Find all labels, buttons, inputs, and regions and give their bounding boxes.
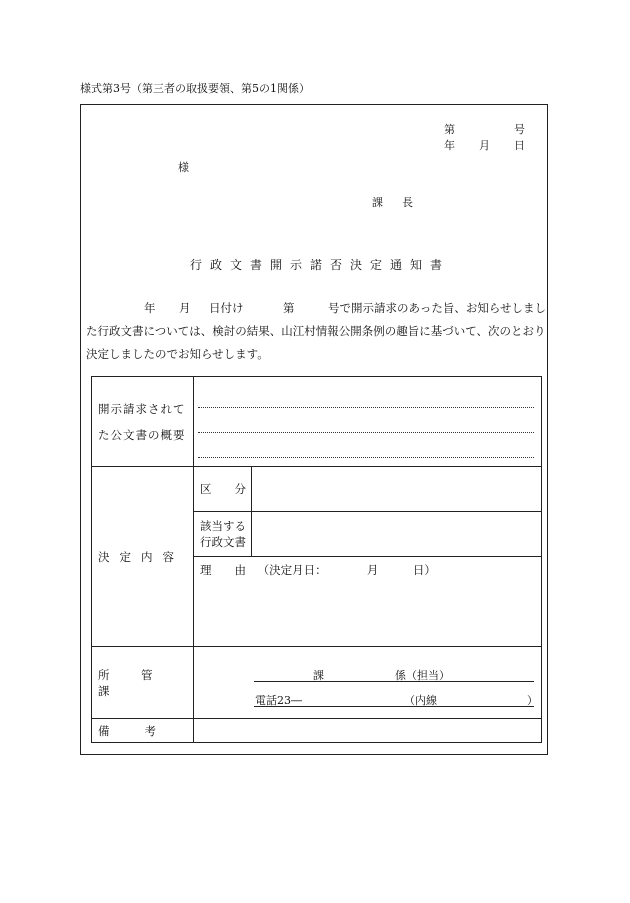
kubun-label: 区 分 bbox=[200, 482, 246, 496]
dept-kakari: 係（担当） bbox=[395, 669, 450, 682]
applicable-label-2: 行政文書 bbox=[200, 535, 246, 549]
overview-dotted-line-3 bbox=[198, 457, 534, 458]
remarks-label-cell bbox=[92, 719, 194, 743]
reason-date: （決定月日： 月 日） bbox=[257, 563, 436, 577]
dept-ka: 課 bbox=[313, 669, 324, 682]
overview-label-cell bbox=[92, 377, 194, 467]
dept-phone: 電話23― bbox=[255, 694, 302, 707]
remarks-label: 備 考 bbox=[98, 723, 160, 738]
applicable-label-cell bbox=[194, 512, 252, 557]
dept-naisen: （内線 bbox=[404, 694, 437, 707]
overview-label-2: た公文書の概要 bbox=[98, 427, 186, 442]
overview-label-1: 開示請求されて bbox=[98, 401, 186, 416]
decision-label: 決定内容 bbox=[98, 549, 184, 564]
dept-label: 所 管 課 bbox=[98, 667, 184, 698]
overview-value-cell[interactable] bbox=[194, 377, 542, 467]
addressee-sama: 様 bbox=[178, 161, 189, 174]
applicable-label-1: 該当する bbox=[200, 519, 246, 533]
dept-naisen-close: ） bbox=[527, 694, 538, 707]
dept-value-cell[interactable] bbox=[194, 647, 542, 719]
kubun-value-cell[interactable] bbox=[252, 467, 542, 512]
applicable-value-cell[interactable] bbox=[252, 512, 542, 557]
body-hizuke: 日付け bbox=[209, 301, 244, 315]
dept-underline-2 bbox=[254, 706, 534, 707]
date-day: 日 bbox=[514, 139, 525, 152]
body-dai: 第 bbox=[283, 301, 295, 315]
decision-label-cell bbox=[92, 467, 194, 647]
body-line3: 決定しましたのでお知らせします。 bbox=[86, 347, 269, 361]
remarks-value-cell[interactable] bbox=[194, 719, 542, 743]
sender-kacho: 課 長 bbox=[372, 196, 417, 209]
reason-label: 理 由 bbox=[200, 563, 246, 577]
body-line1-rest: 号で開示請求のあった旨、お知らせしまし bbox=[328, 301, 547, 315]
body-line2: た行政文書については、検討の結果、山江村情報公開条例の趣旨に基づいて、次のとおり bbox=[86, 324, 546, 338]
doc-number-dai: 第 bbox=[444, 123, 455, 136]
reason-cell[interactable] bbox=[194, 557, 542, 647]
document-title: 行政文書開示諾否決定通知書 bbox=[190, 258, 451, 272]
overview-dotted-line-1 bbox=[198, 407, 534, 408]
doc-number-go: 号 bbox=[514, 123, 525, 136]
body-month: 月 bbox=[179, 301, 191, 315]
kubun-label-cell bbox=[194, 467, 252, 512]
body-year: 年 bbox=[144, 301, 156, 315]
date-year: 年 bbox=[444, 139, 455, 152]
dept-label-cell bbox=[92, 647, 194, 719]
date-month: 月 bbox=[479, 139, 490, 152]
dept-underline-1 bbox=[254, 681, 534, 682]
overview-dotted-line-2 bbox=[198, 432, 534, 433]
form-number-label: 様式第3号（第三者の取扱要領、第5の1関係） bbox=[80, 82, 310, 95]
